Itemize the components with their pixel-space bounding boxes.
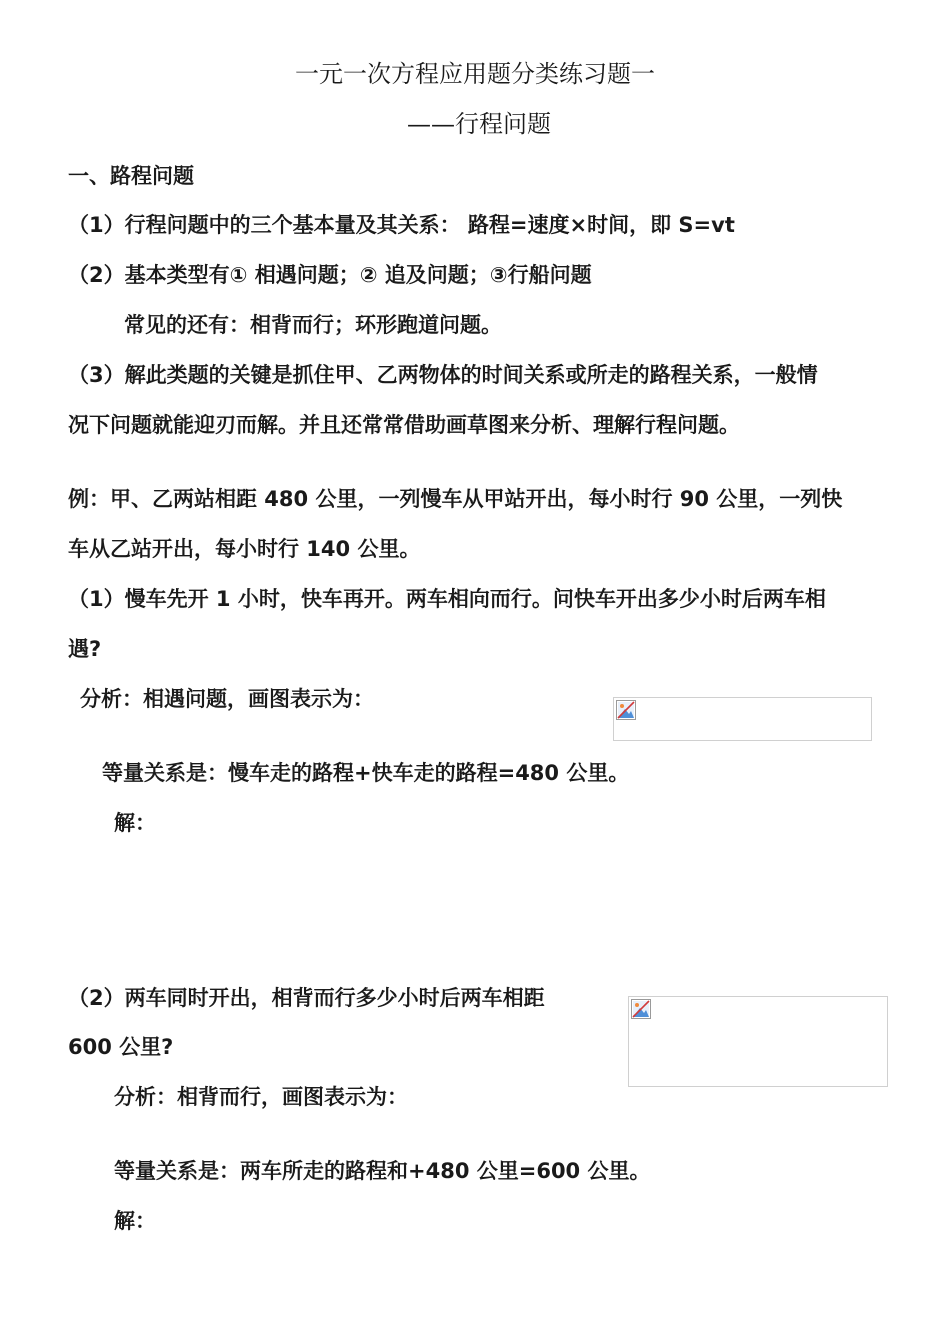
- question-2-equation: 等量关系是：两车所走的路程和+480 公里=600 公里。: [114, 1159, 651, 1183]
- point-2-extra: 常见的还有：相背而行；环形跑道问题。: [124, 313, 502, 337]
- document-title: 一元一次方程应用题分类练习题一: [295, 60, 655, 88]
- point-3-line-1: （3）解此类题的关键是抓住甲、乙两物体的时间关系或所走的路程关系，一般情: [68, 363, 818, 387]
- question-1-solution-label: 解：: [114, 811, 156, 835]
- diagram-placeholder-1: [613, 697, 872, 741]
- question-2-line-1: （2）两车同时开出，相背而行多少小时后两车相距: [68, 986, 545, 1010]
- section-heading: 一、路程问题: [68, 164, 194, 188]
- question-1-analysis: 分析：相遇问题，画图表示为：: [80, 687, 374, 711]
- example-line-2: 车从乙站开出，每小时行 140 公里。: [68, 537, 421, 561]
- point-1: （1）行程问题中的三个基本量及其关系： 路程=速度×时间，即 S=vt: [68, 213, 735, 237]
- document-subtitle: ——行程问题: [407, 110, 551, 138]
- point-2: （2）基本类型有① 相遇问题；② 追及问题；③行船问题: [68, 263, 592, 287]
- question-2-solution-label: 解：: [114, 1209, 156, 1233]
- question-1-line-2: 遇?: [68, 637, 102, 661]
- question-2-analysis: 分析：相背而行，画图表示为：: [114, 1085, 408, 1109]
- point-3-line-2: 况下问题就能迎刃而解。并且还常常借助画草图来分析、理解行程问题。: [68, 413, 740, 437]
- broken-image-icon: [631, 999, 651, 1019]
- example-line-1: 例：甲、乙两站相距 480 公里，一列慢车从甲站开出，每小时行 90 公里，一列快: [68, 487, 843, 511]
- broken-image-icon: [616, 700, 636, 720]
- diagram-placeholder-2: [628, 996, 888, 1087]
- question-1-equation: 等量关系是：慢车走的路程+快车走的路程=480 公里。: [102, 761, 630, 785]
- question-2-line-2: 600 公里?: [68, 1035, 174, 1059]
- question-1-line-1: （1）慢车先开 1 小时，快车再开。两车相向而行。问快车开出多少小时后两车相: [68, 587, 826, 611]
